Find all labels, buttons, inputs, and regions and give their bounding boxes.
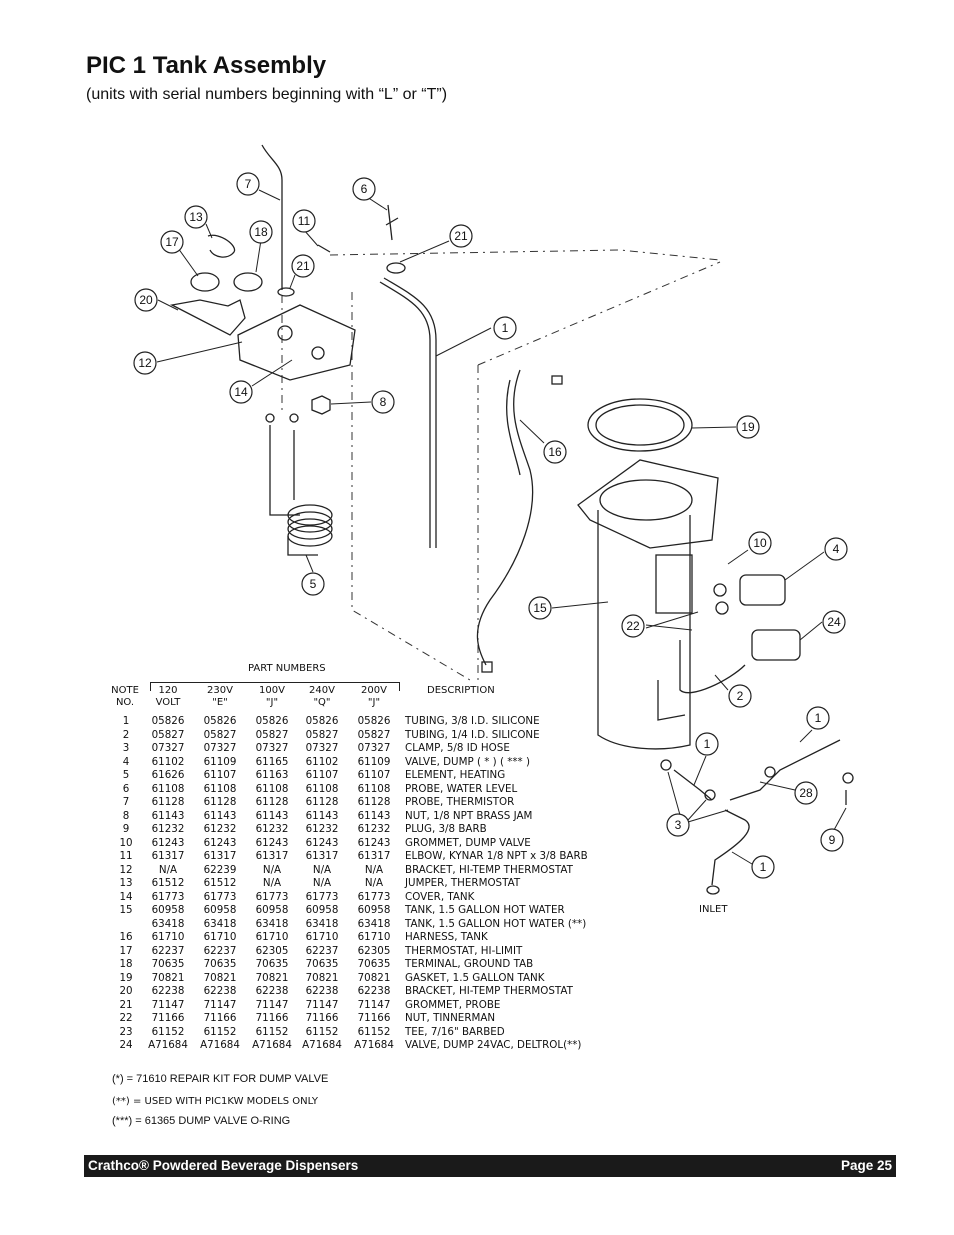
part-number-cell: 61143: [151, 809, 185, 822]
svg-text:21: 21: [296, 259, 310, 273]
part-number-cell: 70635: [305, 958, 339, 970]
part-number-cell: 60958: [203, 904, 237, 916]
table-row: [0, 1039, 954, 1053]
description-cell: TANK, 1.5 GALLON HOT WATER (**): [405, 917, 587, 930]
note-number-cell: 21: [119, 998, 133, 1011]
description-cell: JUMPER, THERMOSTAT: [405, 877, 521, 889]
table-row: [0, 958, 954, 972]
svg-text:5: 5: [309, 577, 317, 591]
part-number-cell: 05826: [203, 715, 237, 727]
svg-text:20: 20: [139, 293, 153, 307]
table-row: [0, 769, 954, 783]
part-number-cell: 61243: [151, 836, 185, 849]
note-number-cell: 12: [119, 863, 133, 876]
note-number-cell: 14: [119, 890, 133, 903]
table-row: [0, 945, 954, 959]
part-number-cell: 62239: [203, 863, 237, 876]
part-number-cell: 05827: [203, 728, 237, 741]
part-number-cell: 61128: [255, 796, 289, 808]
part-number-cell: 62305: [357, 944, 391, 957]
note-number-cell: 24: [119, 1039, 133, 1051]
part-number-cell: 61317: [151, 850, 185, 862]
callout-5: [302, 573, 324, 595]
part-number-cell: 61317: [305, 850, 339, 862]
part-number-cell: 71147: [151, 998, 185, 1011]
part-number-cell: 62237: [151, 944, 185, 957]
part-number-cell: 61102: [305, 755, 339, 768]
description-cell: HARNESS, TANK: [405, 931, 488, 943]
part-number-cell: 61152: [203, 1025, 237, 1038]
part-number-cell: 62238: [151, 985, 185, 997]
note-number-cell: 22: [119, 1012, 133, 1024]
part-number-cell: N/A: [312, 877, 332, 889]
part-number-cell: 07327: [357, 742, 391, 754]
page-footer: [84, 1155, 896, 1177]
note-pic1kw: (**) = USED WITH PIC1KW MODELS ONLY: [112, 1096, 318, 1107]
part-number-cell: 61109: [357, 755, 391, 768]
description-cell: BRACKET, HI-TEMP THERMOSTAT: [405, 863, 573, 876]
part-number-cell: 61626: [151, 769, 185, 781]
callout-18: [250, 221, 272, 243]
part-number-cell: 61143: [357, 809, 391, 822]
part-number-cell: 61710: [203, 931, 237, 943]
part-number-cell: N/A: [262, 877, 282, 889]
svg-text:6: 6: [360, 182, 368, 196]
description-cell: TUBING, 3/8 I.D. SILICONE: [405, 715, 540, 727]
description-cell: VALVE, DUMP ( * ) ( *** ): [405, 755, 530, 768]
description-cell: TERMINAL, GROUND TAB: [405, 958, 534, 970]
note-number-cell: 20: [119, 985, 133, 997]
table-row: [0, 918, 954, 932]
note-number-cell: 19: [119, 971, 133, 984]
svg-text:2: 2: [736, 689, 744, 703]
part-number-cell: 61232: [255, 823, 289, 835]
part-number-cell: 61107: [203, 769, 237, 781]
part-number-cell: 62238: [203, 985, 237, 997]
svg-text:19: 19: [741, 420, 755, 434]
description-cell: COVER, TANK: [405, 890, 475, 903]
part-number-cell: 61152: [305, 1025, 339, 1038]
col-head-230v: 230V "E": [207, 685, 233, 708]
part-number-cell: 62238: [357, 985, 391, 997]
part-number-cell: 07327: [305, 742, 339, 754]
svg-text:17: 17: [165, 235, 179, 249]
callout-7: [237, 173, 259, 195]
part-number-cell: 05827: [357, 728, 391, 741]
svg-text:28: 28: [799, 786, 813, 800]
callout-13: [185, 206, 207, 228]
svg-text:21: 21: [454, 229, 468, 243]
part-number-cell: 05827: [255, 728, 289, 741]
description-cell: THERMOSTAT, HI-LIMIT: [405, 944, 523, 957]
part-number-cell: 61109: [203, 755, 237, 768]
part-number-cell: 61317: [255, 850, 289, 862]
table-row: [0, 931, 954, 945]
part-number-cell: 61152: [151, 1025, 185, 1038]
callout-11: [293, 210, 315, 232]
callout-2: [729, 685, 751, 707]
part-number-cell: 61317: [357, 850, 391, 862]
svg-text:16: 16: [548, 445, 562, 459]
table-row: [0, 985, 954, 999]
callout-14: [230, 381, 252, 403]
note-number-cell: 8: [122, 809, 130, 822]
part-number-cell: 05826: [151, 715, 185, 727]
part-number-cell: 61232: [305, 823, 339, 835]
part-number-cell: 61773: [255, 890, 289, 903]
note-number-cell: 2: [122, 728, 130, 741]
part-number-cell: 61128: [305, 796, 339, 808]
part-number-cell: 61243: [357, 836, 391, 849]
part-number-cell: 05826: [255, 715, 289, 727]
part-number-cell: 61512: [203, 877, 237, 889]
part-numbers-header: PART NUMBERS: [248, 663, 326, 674]
description-cell: ELBOW, KYNAR 1/8 NPT x 3/8 BARB: [405, 850, 588, 862]
part-number-cell: 63418: [255, 917, 289, 930]
part-number-cell: 61773: [151, 890, 185, 903]
part-number-cell: 60958: [255, 904, 289, 916]
svg-text:14: 14: [234, 385, 248, 399]
part-number-cell: 05826: [357, 715, 391, 727]
table-row: [0, 999, 954, 1013]
part-number-cell: 61710: [305, 931, 339, 943]
note-number-cell: 1: [122, 715, 130, 727]
table-row: [0, 891, 954, 905]
col-head-240v: 240V "Q": [309, 685, 335, 708]
part-number-cell: 61163: [255, 769, 289, 781]
table-row: [0, 810, 954, 824]
part-number-cell: 61773: [305, 890, 339, 903]
part-number-cell: 70635: [357, 958, 391, 970]
description-cell: GROMMET, PROBE: [405, 998, 501, 1011]
callout-10: [749, 532, 771, 554]
part-number-cell: 70635: [255, 958, 289, 970]
table-row: [0, 742, 954, 756]
callout-8: [372, 391, 394, 413]
col-head-description: DESCRIPTION: [427, 685, 495, 696]
part-number-cell: 61243: [255, 836, 289, 849]
part-number-cell: 71166: [255, 1012, 289, 1024]
part-number-cell: 70821: [357, 971, 391, 984]
description-cell: VALVE, DUMP 24VAC, DELTROL(**): [405, 1039, 582, 1051]
part-number-cell: N/A: [364, 863, 384, 876]
part-number-cell: 07327: [151, 742, 185, 754]
note-number-cell: 23: [119, 1025, 133, 1038]
part-number-cell: 61102: [151, 755, 185, 768]
description-cell: GASKET, 1.5 GALLON TANK: [405, 971, 545, 984]
part-number-cell: 61143: [305, 809, 339, 822]
part-number-cell: 07327: [255, 742, 289, 754]
part-number-cell: 61243: [203, 836, 237, 849]
part-number-cell: 61108: [357, 782, 391, 795]
svg-text:10: 10: [753, 536, 767, 550]
part-number-cell: A71684: [148, 1039, 188, 1051]
svg-text:13: 13: [189, 210, 203, 224]
part-number-cell: 71147: [255, 998, 289, 1011]
page-title: PIC 1 Tank Assembly: [86, 52, 327, 79]
part-number-cell: 61108: [305, 782, 339, 795]
description-cell: PROBE, THERMISTOR: [405, 796, 515, 808]
col-head-120v: 120 VOLT: [155, 685, 181, 708]
part-number-cell: 61710: [255, 931, 289, 943]
callout-4: [825, 538, 847, 560]
description-cell: ELEMENT, HEATING: [405, 769, 506, 781]
table-row: [0, 729, 954, 743]
part-number-cell: 61165: [255, 755, 289, 768]
callout-16: [544, 441, 566, 463]
part-number-cell: N/A: [158, 863, 178, 876]
svg-text:1: 1: [703, 737, 711, 751]
description-cell: BRACKET, HI-TEMP THERMOSTAT: [405, 985, 573, 997]
part-number-cell: 05827: [305, 728, 339, 741]
part-number-cell: N/A: [364, 877, 384, 889]
part-number-cell: 61152: [255, 1025, 289, 1038]
part-number-cell: 62237: [203, 944, 237, 957]
svg-text:1: 1: [759, 860, 767, 874]
note-number-cell: 15: [119, 904, 133, 916]
part-number-cell: A71684: [200, 1039, 240, 1051]
part-number-cell: N/A: [262, 863, 282, 876]
part-number-cell: 71147: [203, 998, 237, 1011]
table-row: [0, 972, 954, 986]
description-cell: NUT, TINNERMAN: [405, 1012, 496, 1024]
part-number-cell: 61108: [151, 782, 185, 795]
description-cell: CLAMP, 5/8 ID HOSE: [405, 742, 510, 754]
description-cell: PLUG, 3/8 BARB: [405, 823, 487, 835]
footer-brand: Crathco® Powdered Beverage Dispensers: [88, 1158, 359, 1173]
part-number-cell: 61232: [151, 823, 185, 835]
svg-text:3: 3: [674, 818, 682, 832]
part-number-cell: 61243: [305, 836, 339, 849]
note-number-cell: 6: [122, 782, 130, 795]
part-number-cell: 63418: [305, 917, 339, 930]
part-number-cell: 62238: [255, 985, 289, 997]
part-number-cell: 63418: [357, 917, 391, 930]
note-number-cell: 5: [122, 769, 130, 781]
part-number-cell: 61317: [203, 850, 237, 862]
part-number-cell: 60958: [151, 904, 185, 916]
table-row: [0, 864, 954, 878]
part-number-cell: 61128: [357, 796, 391, 808]
part-number-cell: 61512: [151, 877, 185, 889]
table-row: [0, 837, 954, 851]
callout-21-left: [292, 255, 314, 277]
callout-17: [161, 231, 183, 253]
part-number-cell: A71684: [354, 1039, 394, 1051]
note-number-cell: 11: [119, 850, 133, 862]
callout-19: [737, 416, 759, 438]
part-number-cell: 61107: [357, 769, 391, 781]
description-cell: TUBING, 1/4 I.D. SILICONE: [405, 728, 540, 741]
part-number-cell: 62237: [305, 944, 339, 957]
col-head-100v: 100V "J": [259, 685, 285, 708]
callout-20: [135, 289, 157, 311]
note-number-cell: 17: [119, 944, 133, 957]
part-number-cell: 70821: [255, 971, 289, 984]
table-row: [0, 877, 954, 891]
table-row: [0, 783, 954, 797]
col-head-note: NOTE NO.: [111, 685, 139, 708]
note-number-cell: 18: [119, 958, 133, 970]
part-number-cell: 61710: [357, 931, 391, 943]
part-number-cell: 71166: [357, 1012, 391, 1024]
description-cell: TANK, 1.5 GALLON HOT WATER: [405, 904, 565, 916]
note-number-cell: 3: [122, 742, 130, 754]
part-number-cell: 61232: [357, 823, 391, 835]
table-row: [0, 756, 954, 770]
note-number-cell: 9: [122, 823, 130, 835]
part-number-cell: 61773: [203, 890, 237, 903]
svg-text:7: 7: [244, 177, 252, 191]
part-number-cell: 05826: [305, 715, 339, 727]
part-number-cell: 70635: [203, 958, 237, 970]
table-row: [0, 715, 954, 729]
part-number-cell: A71684: [252, 1039, 292, 1051]
svg-text:9: 9: [828, 833, 836, 847]
svg-text:8: 8: [379, 395, 387, 409]
callout-15: [529, 597, 551, 619]
callout-21-right: [450, 225, 472, 247]
part-number-cell: 70821: [203, 971, 237, 984]
svg-text:22: 22: [626, 619, 640, 633]
part-number-cell: 70821: [151, 971, 185, 984]
part-number-cell: 62305: [255, 944, 289, 957]
note-number-cell: 10: [119, 836, 133, 849]
part-number-cell: A71684: [302, 1039, 342, 1051]
part-number-cell: 63418: [203, 917, 237, 930]
col-head-200v: 200V "J": [361, 685, 387, 708]
svg-text:1: 1: [814, 711, 822, 725]
part-number-cell: 61143: [203, 809, 237, 822]
page-subtitle: (units with serial numbers beginning with “L” or “T”): [86, 86, 448, 103]
description-cell: NUT, 1/8 NPT BRASS JAM: [405, 809, 533, 822]
svg-text:15: 15: [533, 601, 547, 615]
part-number-cell: 70821: [305, 971, 339, 984]
table-row: [0, 1012, 954, 1026]
part-number-cell: 60958: [305, 904, 339, 916]
svg-text:1: 1: [501, 321, 509, 335]
svg-text:11: 11: [297, 214, 311, 228]
table-row: [0, 904, 954, 918]
part-number-cell: 61108: [255, 782, 289, 795]
note-number-cell: 7: [122, 796, 130, 808]
part-number-cell: 61710: [151, 931, 185, 943]
table-row: [0, 823, 954, 837]
callout-6: [353, 178, 375, 200]
part-number-cell: 70635: [151, 958, 185, 970]
note-repair-kit: (*) = 71610 REPAIR KIT FOR DUMP VALVE: [112, 1073, 329, 1085]
part-number-cell: 07327: [203, 742, 237, 754]
part-number-cell: 61107: [305, 769, 339, 781]
svg-text:24: 24: [827, 615, 841, 629]
svg-text:4: 4: [832, 542, 840, 556]
part-number-cell: 61773: [357, 890, 391, 903]
part-number-cell: 61143: [255, 809, 289, 822]
part-number-cell: 60958: [357, 904, 391, 916]
part-number-cell: 71147: [305, 998, 339, 1011]
table-row: [0, 1026, 954, 1040]
description-cell: GROMMET, DUMP VALVE: [405, 836, 531, 849]
part-number-cell: N/A: [312, 863, 332, 876]
svg-text:18: 18: [254, 225, 268, 239]
table-row: [0, 796, 954, 810]
inlet-label: INLET: [699, 904, 728, 915]
part-number-cell: 71166: [305, 1012, 339, 1024]
svg-text:12: 12: [138, 356, 152, 370]
table-row: [0, 850, 954, 864]
callout-22: [622, 615, 644, 637]
note-number-cell: 4: [122, 755, 130, 768]
note-number-cell: 16: [119, 931, 133, 943]
part-number-cell: 61128: [203, 796, 237, 808]
part-number-cell: 61152: [357, 1025, 391, 1038]
part-number-cell: 61232: [203, 823, 237, 835]
part-number-cell: 71147: [357, 998, 391, 1011]
part-number-cell: 05827: [151, 728, 185, 741]
part-number-cell: 63418: [151, 917, 185, 930]
part-number-cell: 71166: [151, 1012, 185, 1024]
part-number-cell: 61128: [151, 796, 185, 808]
part-number-cell: 62238: [305, 985, 339, 997]
callout-1-top: [494, 317, 516, 339]
callout-24: [823, 611, 845, 633]
callout-12: [134, 352, 156, 374]
description-cell: PROBE, WATER LEVEL: [405, 782, 518, 795]
note-o-ring: (***) = 61365 DUMP VALVE O-RING: [112, 1115, 291, 1127]
description-cell: TEE, 7/16" BARBED: [405, 1025, 505, 1038]
part-number-cell: 71166: [203, 1012, 237, 1024]
note-number-cell: 13: [119, 877, 133, 889]
footer-page-number: Page 25: [840, 1158, 892, 1173]
part-number-cell: 61108: [203, 782, 237, 795]
